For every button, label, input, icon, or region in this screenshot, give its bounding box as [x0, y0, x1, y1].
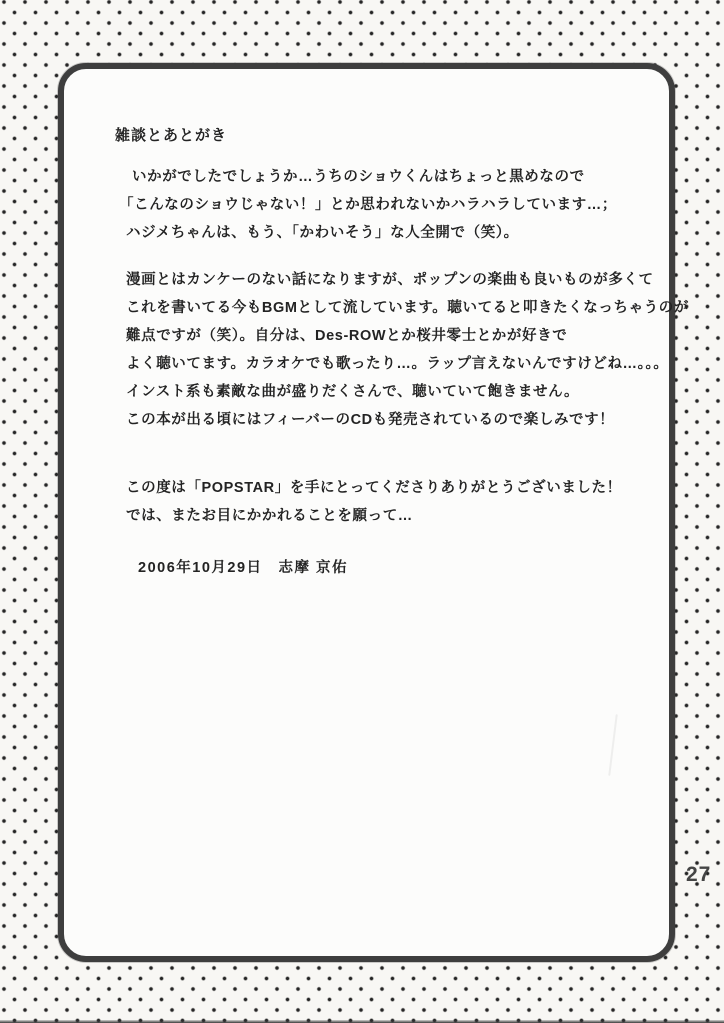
afterword-panel — [58, 63, 689, 962]
afterword-paragraph-1 — [119, 163, 689, 247]
scan-crease-artifact — [608, 714, 618, 776]
afterword-paragraph-2 — [126, 266, 689, 434]
afterword-line: 難点ですが（笑）。自分は、Des-ROWとか桜井零士とかが好きで — [126, 328, 568, 344]
page-number: 27 — [686, 863, 712, 886]
afterword-line: インスト系も素敵な曲が盛りだくさんで、聴いていて飽きません。 — [126, 384, 580, 400]
afterword-text — [119, 163, 689, 582]
afterword-line: この本が出る頃にはフィーバーのCDも発売されているので楽しみです！ — [126, 412, 615, 428]
afterword-title: 雑談とあとがき — [115, 127, 228, 144]
afterword-line: 「こんなのショウじゃない！」とか思われないかハラハラしています…； — [119, 197, 618, 213]
date-signature: 2006年10月29日 志摩 京佑 — [138, 560, 349, 576]
afterword-line: では、またお目にかかれることを願って… — [126, 508, 413, 524]
afterword-paragraph-3 — [126, 474, 689, 530]
afterword-line: ハジメちゃんは、もう、「かわいそう」な人全開で（笑）。 — [126, 225, 519, 241]
afterword-line: これを書いてる今もBGMとして流しています。聴いてると叩きたくなっちゃうのが — [126, 300, 689, 316]
afterword-line: この度は「POPSTAR」を手にとってくださりありがとうございました！ — [126, 480, 622, 496]
afterword-line: いかがでしたでしょうか…うちのショウくんはちょっと黒めなので — [132, 169, 585, 185]
afterword-line: よく聴いてます。カラオケでも歌ったり…。ラップ言えないんですけどね…。。。 — [126, 356, 669, 372]
afterword-line: 漫画とはカンケーのない話になりますが、ポップンの楽曲も良いものが多くて — [126, 272, 654, 288]
